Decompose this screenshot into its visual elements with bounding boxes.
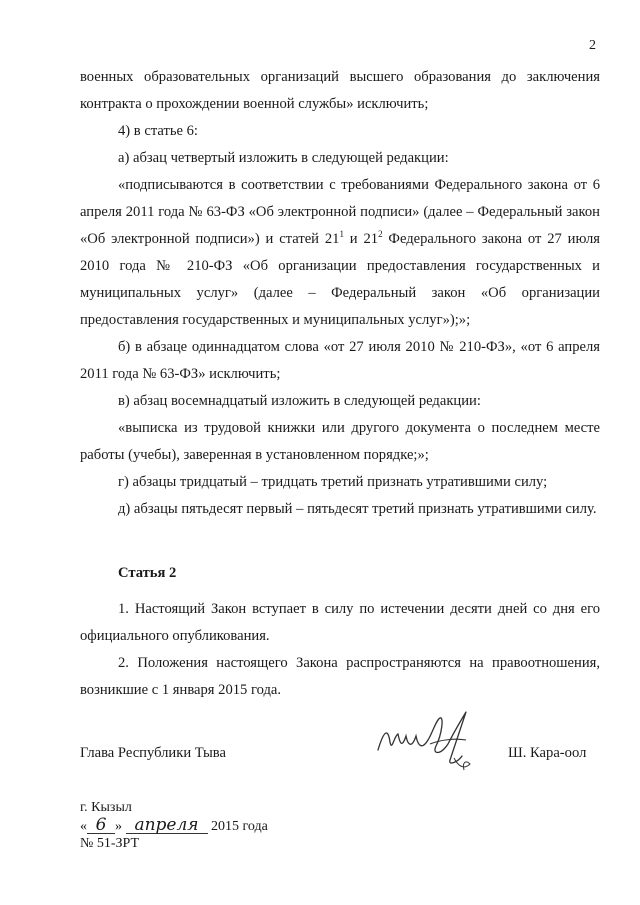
handwritten-signature <box>370 700 490 780</box>
article-2-item-2: 2. Положения настоящего Закона распространяются на правоотношения, возникшие с 1 января 2015 года. <box>80 655 600 698</box>
paragraph-intro: военных образовательных организаций высшего образования до заключения контракта о прохождении военной службы» исключить; <box>80 69 600 112</box>
law-number: № 51-ЗРТ <box>80 836 140 851</box>
article-2-item-1: 1. Настоящий Закон вступает в силу по истечении десяти дней со дня его официального опубликования. <box>80 601 600 644</box>
paragraph-article6: 4) в статье 6: <box>118 123 198 139</box>
paragraph-v-quote: «выписка из трудовой книжки или другого документа о последнем месте работы (учебы), заверенная в установленном порядке;»; <box>80 420 600 463</box>
quote-sup-2: 2 <box>378 229 383 240</box>
paragraph-quote <box>80 172 600 334</box>
date-day: 6 <box>87 818 115 834</box>
date-year: 2015 года <box>211 819 268 834</box>
date-close-quote: » <box>115 819 122 834</box>
quote-sup-1: 1 <box>339 229 344 240</box>
date-open-quote: « <box>80 819 87 834</box>
paragraph-g: г) абзацы тридцатый – тридцать третий признать утратившими силу; <box>118 474 548 490</box>
paragraph-d: д) абзацы пятьдесят первый – пятьдесят третий признать утратившими силу. <box>118 501 597 517</box>
quote-part-2: и 21 <box>343 231 379 247</box>
paragraph-v: в) абзац восемнадцатый изложить в следующей редакции: <box>118 393 481 409</box>
place-of-signing: г. Кызыл <box>80 800 132 815</box>
page-number: 2 <box>589 38 596 53</box>
quote-part-1: «подписываются в соответствии с требованиями Федерального закона от 6 апреля 2011 года № 63-ФЗ «Об электронной подписи» (далее – Федеральный закон «Об электронной подписи») и статей 21 <box>80 177 600 247</box>
article-2-heading: Статья 2 <box>118 565 177 581</box>
signatory-title: Глава Республики Тыва <box>80 745 226 761</box>
signatory-name: Ш. Кара-оол <box>508 745 587 761</box>
signing-date <box>80 815 268 835</box>
date-month: апреля <box>126 818 208 834</box>
quote-part-3: Федерального закона от 27 июля 2010 года № 210-ФЗ «Об организации предоставления государственных и муниципальных услуг» (далее – Федеральный закон «Об организации предоставления государственных и муниципальных услуг»);»; <box>80 231 601 328</box>
paragraph-b: б) в абзаце одиннадцатом слова «от 27 июля 2010 № 210-ФЗ», «от 6 апреля 2011 года № 63-ФЗ» исключить; <box>80 339 600 382</box>
paragraph-a: а) абзац четвертый изложить в следующей редакции: <box>118 150 449 166</box>
